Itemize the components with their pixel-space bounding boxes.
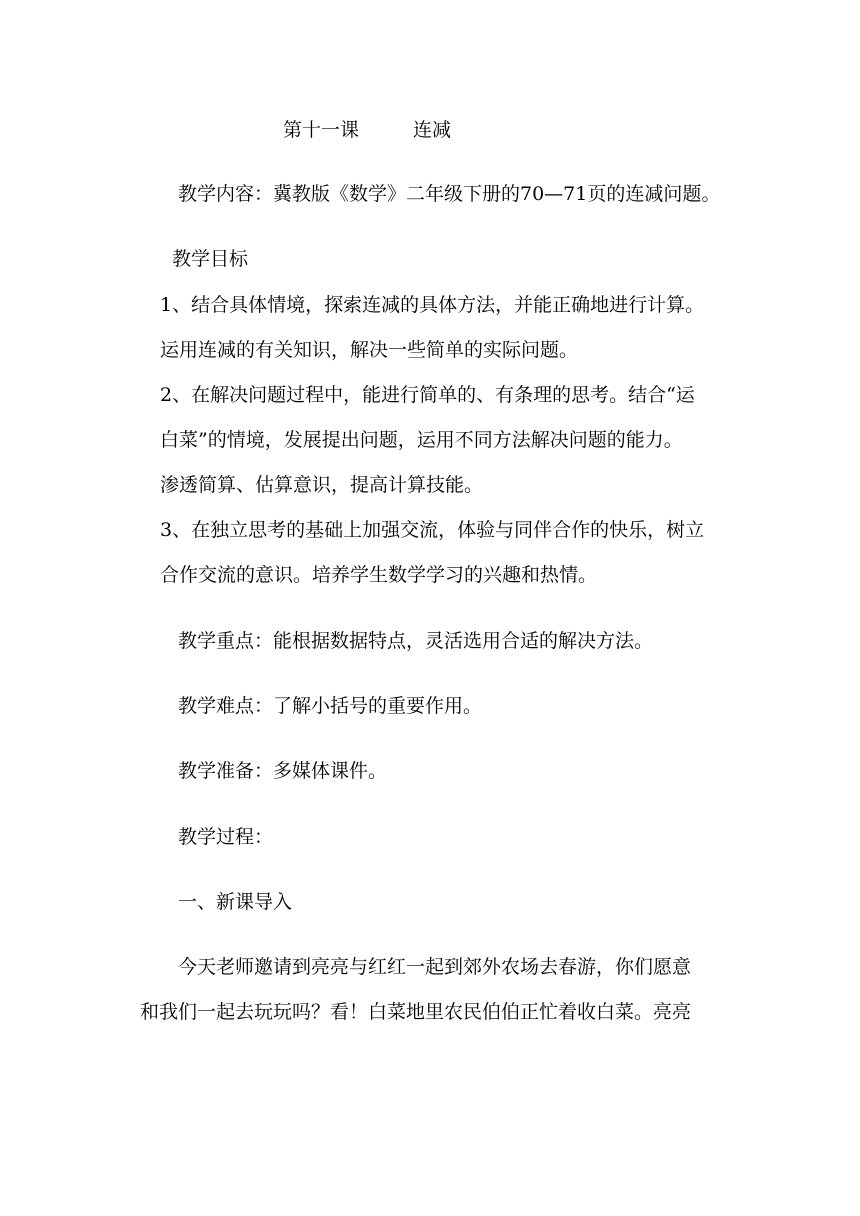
key-point: 教学重点：能根据数据特点，灵活选用合适的解决方法。 — [178, 630, 654, 652]
objective-1-line-1: 1、结合具体情境，探索连减的具体方法，并能正确地进行计算。 — [160, 294, 705, 316]
objective-3-line-1: 3、在独立思考的基础上加强交流，体验与同伴合作的快乐，树立 — [160, 519, 705, 541]
intro-paragraph-line-2: 和我们一起去玩玩吗？看！白菜地里农民伯伯正忙着收白菜。亮亮 — [140, 1001, 692, 1023]
process-heading: 教学过程： — [178, 826, 274, 848]
objective-2-line-3: 渗透简算、估算意识，提高计算技能。 — [160, 474, 484, 496]
preparation: 教学准备：多媒体课件。 — [178, 760, 388, 782]
lesson-number: 第十一课 — [283, 119, 360, 141]
teaching-content: 教学内容：冀教版《数学》二年级下册的70—71页的连减问题。 — [178, 183, 721, 205]
lesson-topic: 连减 — [413, 119, 452, 141]
difficulty: 教学难点：了解小括号的重要作用。 — [178, 695, 483, 717]
objective-2-line-1: 2、在解决问题过程中，能进行简单的、有条理的思考。结合“运 — [160, 384, 695, 406]
section-1-heading: 一、新课导入 — [178, 891, 293, 913]
objective-2-line-2: 白菜”的情境，发展提出问题，运用不同方法解决问题的能力。 — [160, 429, 683, 451]
objectives-heading: 教学目标 — [172, 248, 249, 270]
intro-paragraph-line-1: 今天老师邀请到亮亮与红红一起到郊外农场去春游，你们愿意 — [178, 956, 692, 978]
objective-3-line-2: 合作交流的意识。培养学生数学学习的兴趣和热情。 — [160, 564, 598, 586]
objective-1-line-2: 运用连减的有关知识，解决一些简单的实际问题。 — [160, 339, 579, 361]
